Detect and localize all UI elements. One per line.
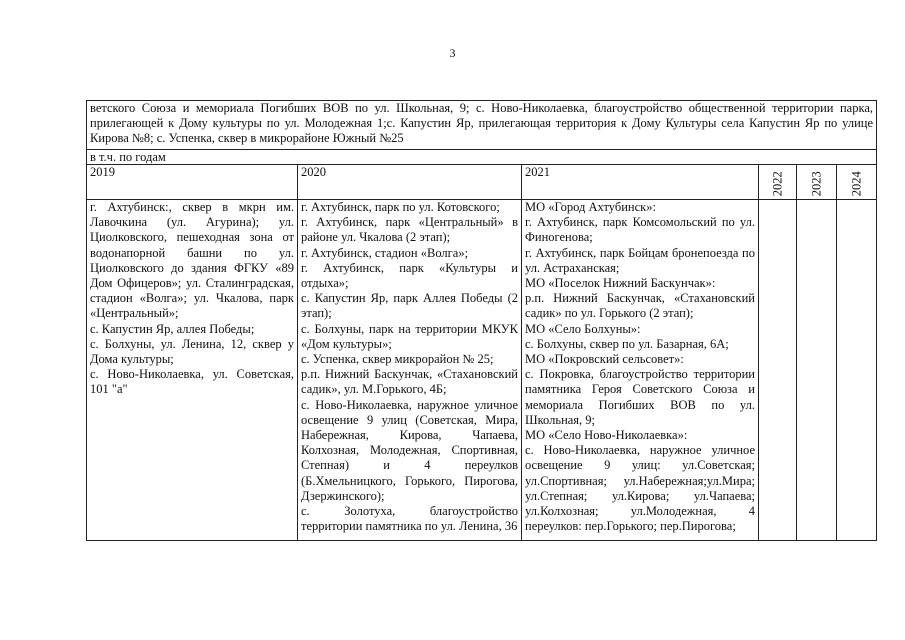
list-item: МО «Село Ново-Николаевка»: (525, 428, 688, 443)
list-item: МО «Поселок Нижний Баскунчак»: (525, 276, 716, 291)
cell-2019 (87, 200, 298, 541)
year-label-2022: 2022 (769, 171, 784, 196)
list-item: г. Ахтубинск, парк Комсомольский по ул. Финогенова; (525, 215, 755, 245)
list-item: г. Ахтубинск, парк «Культуры и отдыха»; (301, 260, 518, 291)
list-item: с. Болхуны, сквер по ул. Базарная, 6А; (525, 336, 729, 351)
list-item: г. Ахтубинск, парк Бойцам бронепоезда по ул. Астраханская; (525, 245, 755, 275)
cell-2022 (759, 200, 797, 541)
content-row (87, 200, 877, 541)
list-item: г. Ахтубинск, парк «Центральный» в районе ул. Чкалова (2 этап); (301, 215, 518, 245)
list-item: с. Успенка, сквер микрорайон № 25; (301, 352, 494, 367)
list-item: р.п. Нижний Баскунчак, «Стахановский садик», ул. М.Горького, 4Б; (301, 367, 518, 397)
year-header-2019: 2019 (87, 165, 298, 200)
list-item: МО «Покровский сельсовет»: (525, 352, 684, 367)
year-header-2023 (797, 165, 837, 200)
list-item: с. Покровка, благоустройство территории памятника Героя Советского Союза и мемориала Погибших ВОВ по ул. Школьная, 9; (525, 367, 755, 427)
program-table (86, 100, 877, 541)
list-item: с. Болхуны, парк на территории МКУК «Дом культуры»; (301, 321, 518, 351)
years-header-row (87, 165, 877, 200)
list-item: г. Ахтубинск, стадион «Волга»; (301, 245, 469, 260)
year-label-2024: 2024 (848, 171, 863, 196)
list-item: р.п. Нижний Баскунчак, «Стахановский садик» по ул. Горького (2 этап); (525, 291, 755, 321)
list-item: с. Ново-Николаевка, ул. Советская, 101 "а" (90, 367, 294, 397)
year-header-2022 (759, 165, 797, 200)
list-item: с. Ново-Николаевка, наружное уличное освещение 9 улиц: ул.Советская; ул.Спортивная; ул.Набережная;ул.Мира; ул.Степная; ул.Кирова; ул.Чапаева; ул.Колхозная; ул.Молодежная, 4 переулков: пер.Горького; пер.Пирогова; (525, 443, 755, 534)
year-header-2020: 2020 (298, 165, 522, 200)
by-years-row (87, 150, 877, 165)
cell-2024 (837, 200, 877, 541)
year-label-2023: 2023 (808, 171, 823, 196)
page-number: 3 (449, 46, 456, 60)
list-item: г. Ахтубинск:, сквер в мкрн им. Лавочкина (ул. Агурина); ул. Циолковского, пешеходная зона от водонапорной башни по ул. Циолковского до здания ФГКУ «89 Дом Офицеров»; ул. Сталинградская, стадион «Волга»; ул. Чкалова, парк «Центральный»; (90, 200, 294, 321)
list-item: г. Ахтубинск, парк по ул. Котовского; (301, 200, 500, 214)
intro-cell: ветского Союза и мемориала Погибших ВОВ по ул. Школьная, 9; с. Ново-Николаевка, благоустройство общественной территории парка, прилегающей к Дому культуры по ул. Молодежная 1;с. Капустин Яр, прилегающая территория к Дому Культуры села Капустин Яр по улице Кирова №8; с. Успенка, сквер в микрорайоне Южный №25 (87, 101, 877, 150)
year-header-2024 (837, 165, 877, 200)
list-item: с. Золотуха, благоустройство территории памятника по ул. Ленина, 36 (301, 504, 518, 534)
list-item: МО «Город Ахтубинск»: (525, 200, 656, 214)
list-item: с. Капустин Яр, парк Аллея Победы (2 этап); (301, 291, 518, 321)
list-item: с. Ново-Николаевка, наружное уличное освещение 9 улиц (Советская, Мира, Набережная, Кирова, Чапаева, Колхозная, Молодежная, Спортивная, Степная) и 4 переулков (Б.Хмельницкого, Горького, Пирогова, Дзержинского); (301, 397, 518, 503)
cell-2023 (797, 200, 837, 541)
cell-2021 (522, 200, 759, 541)
year-header-2021: 2021 (522, 165, 759, 200)
list-item: с. Капустин Яр, аллея Победы; (90, 321, 255, 336)
cell-2020 (298, 200, 522, 541)
by-years-label: в т.ч. по годам (87, 150, 877, 165)
list-item: с. Болхуны, ул. Ленина, 12, сквер у Дома культуры; (90, 336, 294, 367)
list-item: МО «Село Болхуны»: (525, 321, 641, 336)
intro-row (87, 101, 877, 150)
